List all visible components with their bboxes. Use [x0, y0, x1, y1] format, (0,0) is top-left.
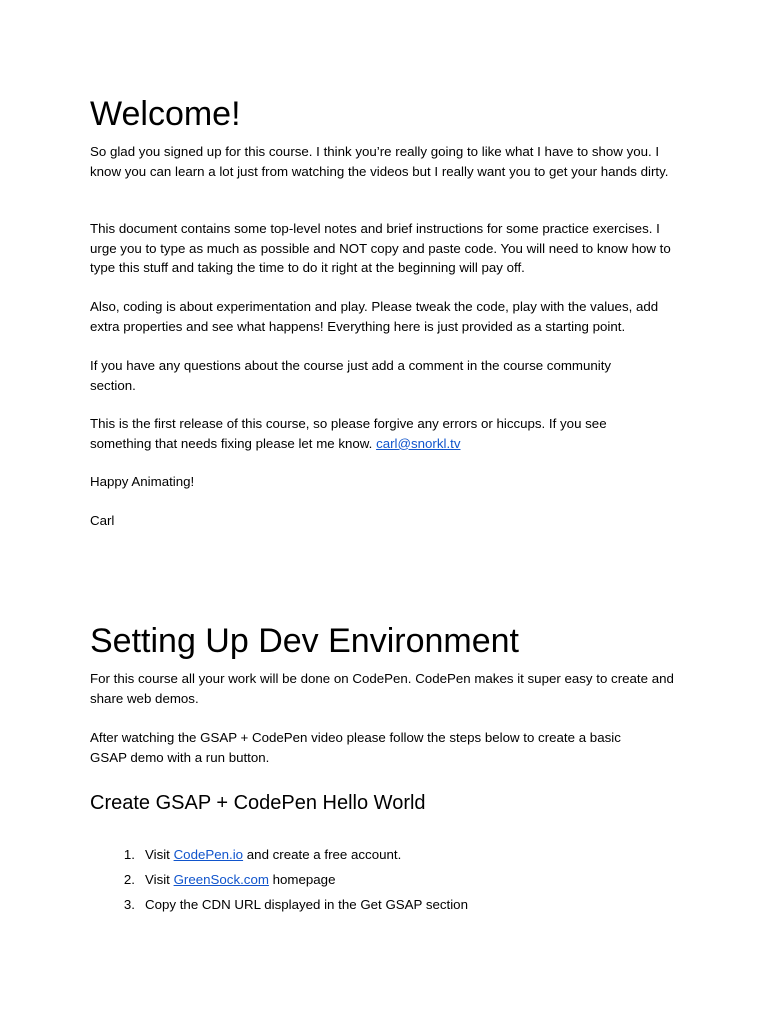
list-item-prefix: Visit — [145, 872, 174, 887]
list-item-suffix: homepage — [268, 872, 336, 887]
dev-environment-heading: Setting Up Dev Environment — [90, 622, 519, 660]
list-item-number: 3. — [123, 897, 135, 912]
email-link[interactable]: carl@snorkl.tv — [376, 435, 461, 451]
dev-environment-paragraph-1: For this course all your work will be done on CodePen. CodePen makes it super easy to create and share web demos. — [90, 671, 674, 706]
list-item-text — [135, 870, 335, 895]
welcome-paragraph-5-text: This is the first release of this course, so please forgive any errors or hiccups. If you see something that needs fixing please let me know. — [90, 416, 607, 451]
signature-text: Carl — [90, 513, 115, 528]
list-item — [90, 845, 650, 870]
list-item-text — [135, 895, 468, 920]
list-item — [90, 895, 650, 920]
welcome-paragraph-3: Also, coding is about experimentation and play. Please tweak the code, play with the values, add extra properties and see what happens! Everything here is just provided as a starting point. — [90, 299, 659, 334]
dev-environment-paragraph-2: After watching the GSAP + CodePen video please follow the steps below to create a basic GSAP demo with a run button. — [90, 730, 621, 765]
greensock-link[interactable]: GreenSock.com — [173, 872, 269, 887]
list-item-prefix: Copy the CDN URL displayed in the Get GSAP section — [145, 897, 468, 912]
welcome-paragraph-4: If you have any questions about the course just add a comment in the course community section. — [90, 358, 612, 393]
signoff-text: Happy Animating! — [90, 474, 195, 489]
welcome-paragraph-1: So glad you signed up for this course. I think you’re really going to like what I have to show you. I know you can learn a lot just from watching the videos but I really want you to get your hands dirty. — [90, 144, 669, 179]
codepen-link[interactable]: CodePen.io — [173, 847, 244, 862]
welcome-paragraph-2: This document contains some top-level notes and brief instructions for some practice exercises. I urge you to type as much as possible and NOT copy and paste code. You will need to know how to type this stuff and taking the time to do it right at the beginning will pay off. — [90, 221, 671, 276]
list-item-number: 1. — [123, 847, 135, 862]
list-item-suffix: and create a free account. — [243, 847, 402, 862]
list-item-number: 2. — [123, 872, 135, 887]
list-item-prefix: Visit — [145, 847, 174, 862]
hello-world-subheading: Create GSAP + CodePen Hello World — [90, 792, 426, 814]
welcome-heading: Welcome! — [90, 95, 241, 133]
list-item — [90, 870, 650, 895]
welcome-paragraph-5 — [90, 414, 650, 453]
list-item-text — [135, 845, 401, 870]
steps-list — [90, 845, 650, 920]
